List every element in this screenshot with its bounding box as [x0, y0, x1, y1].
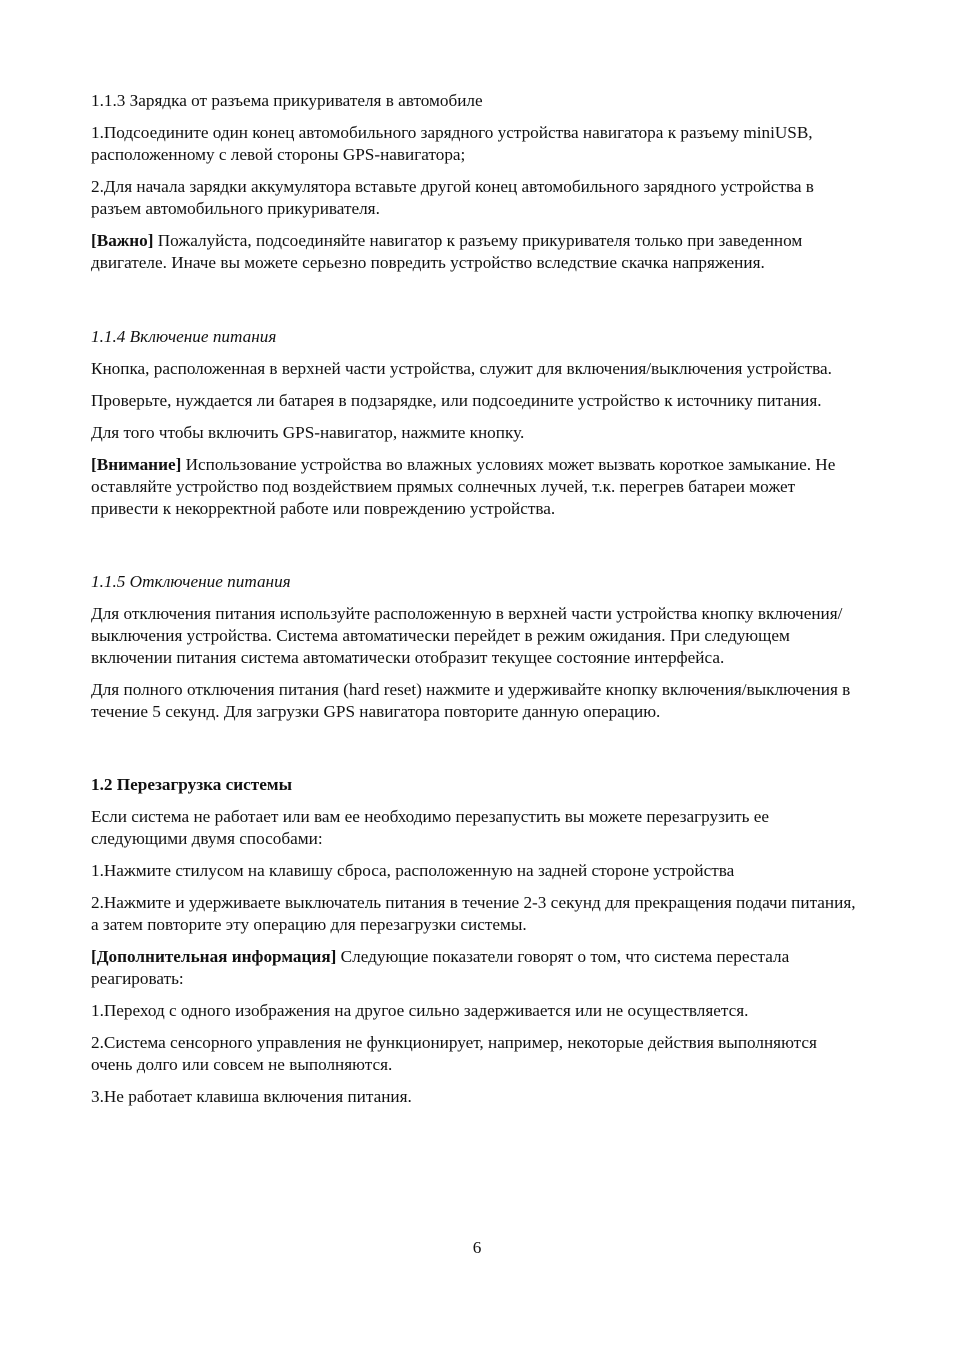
section-113-note — [91, 230, 861, 274]
section-114-paragraph-1: Кнопка, расположенная в верхней части устройства, служит для включения/выключения устройства. — [91, 359, 832, 378]
section-12-step-2: 2.Нажмите и удерживаете выключатель питания в течение 2-3 секунд для прекращения подачи питания, а затем повторите эту операцию для перезагрузки системы. — [91, 893, 856, 934]
section-12-paragraph-1: Если система не работает или вам ее необходимо перезапустить вы можете перезагрузить ее следующими двумя способами: — [91, 807, 770, 848]
section-114-note — [91, 454, 861, 520]
section-113-step-2: 2.Для начала зарядки аккумулятора вставьте другой конец автомобильного зарядного устройства в разъем автомобильного прикуривателя. — [91, 177, 814, 218]
section-113-heading: 1.1.3 Зарядка от разъема прикуривателя в автомобиле — [91, 91, 483, 110]
spacer — [91, 284, 861, 326]
section-115-heading: 1.1.5 Отключение питания — [91, 572, 291, 591]
page-number: 6 — [472, 1238, 482, 1257]
section-12-info — [91, 946, 861, 990]
section-12-sign-3: 3.Не работает клавиша включения питания. — [91, 1087, 412, 1106]
section-115-paragraph-2: Для полного отключения питания (hard reset) нажмите и удерживайте кнопку включения/выключения в течение 5 секунд. Для загрузки GPS навигатора повторите данную операцию. — [91, 680, 851, 721]
section-12-step-1: 1.Нажмите стилусом на клавишу сброса, расположенную на задней стороне устройства — [91, 861, 735, 880]
note-label-attention: [Внимание] — [91, 455, 182, 474]
note-text-important: Пожалуйста, подсоединяйте навигатор к разъему прикуривателя только при заведенном двигателе. Иначе вы можете серьезно повредить устройство вследствие скачка напряжения. — [91, 231, 803, 272]
section-12-sign-1: 1.Переход с одного изображения на другое сильно задерживается или не осуществляется. — [91, 1001, 749, 1020]
info-text: Следующие показатели говорят о том, что система перестала реагировать: — [91, 947, 790, 988]
section-114-paragraph-2: Проверьте, нуждается ли батарея в подзарядке, или подсоедините устройство к источнику питания. — [91, 391, 822, 410]
spacer — [91, 733, 861, 774]
section-12-sign-2: 2.Система сенсорного управления не функционирует, например, некоторые действия выполняются очень долго или совсем не выполняются. — [91, 1033, 817, 1074]
section-114-heading: 1.1.4 Включение питания — [91, 327, 277, 346]
note-label-important: [Важно] — [91, 231, 154, 250]
section-114-paragraph-3: Для того чтобы включить GPS-навигатор, нажмите кнопку. — [91, 423, 525, 442]
section-113-step-1: 1.Подсоедините один конец автомобильного зарядного устройства навигатора к разъему miniUSB, расположенному с левой стороны GPS-навигатора; — [91, 123, 813, 164]
spacer — [91, 530, 861, 571]
note-text-attention: Использование устройства во влажных условиях может вызвать короткое замыкание. Не оставляйте устройство под воздействием прямых солнечных лучей, т.к. перегрев батареи может привести к некорректной работе или повреждению устройства. — [91, 455, 836, 518]
document-page — [91, 90, 861, 1118]
info-label: [Дополнительная информация] — [91, 947, 337, 966]
section-12-heading: 1.2 Перезагрузка системы — [91, 775, 292, 794]
section-115-paragraph-1: Для отключения питания используйте расположенную в верхней части устройства кнопку включения/выключения устройства. Система автоматически перейдет в режим ожидания. При следующем включении питания система автоматически отобразит текущее состояние интерфейса. — [91, 604, 843, 667]
